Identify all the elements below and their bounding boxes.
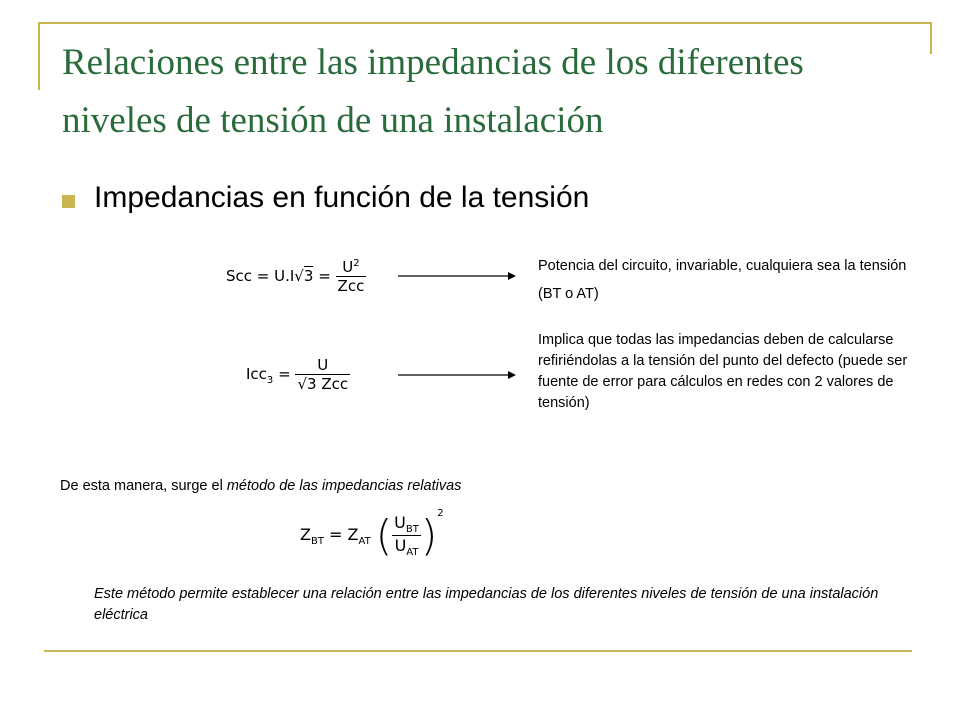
intro-line: [60, 478, 461, 494]
sqrt-symbol: √: [294, 267, 304, 285]
bullet-square-icon: [62, 195, 75, 208]
formula-scc-num: U: [342, 258, 354, 276]
formula-zbt-eq: =: [329, 525, 343, 544]
paren-left: (: [375, 511, 393, 560]
formula-zbt-num: U: [394, 512, 406, 532]
formula-scc-lhs: Scc = U.I: [226, 267, 295, 285]
note-power: Potencia del circuito, invariable, cualquiera sea la tensión (BT o AT): [538, 258, 907, 302]
note-impedances: Implica que todas las impedancias deben de calcularse refiriéndolas a la tensión del punto del defecto (puede ser fuente de error para cálculos en redes con 2 valores de tensión): [538, 332, 908, 411]
arrow-2: [398, 369, 518, 381]
formula-scc-sqrt: 3: [303, 267, 314, 285]
formula-icc-num: U: [317, 356, 329, 374]
formula-icc-lhs: Icc: [246, 365, 267, 383]
formula-zbt-num-sub: BT: [405, 524, 419, 535]
formula-icc-den: Zcc: [321, 375, 349, 393]
formula-icc-fraction: [295, 356, 350, 393]
sqrt-symbol-2: √: [297, 375, 307, 393]
formula-scc: [226, 258, 366, 295]
intro-prefix: De esta manera, surge el: [60, 478, 227, 494]
title-line-1: Relaciones entre las impedancias de los diferentes: [62, 42, 804, 83]
formula-zbt-rhs: Z: [347, 525, 359, 544]
formula-scc-den: Zcc: [337, 277, 365, 295]
paren-right: ): [420, 511, 438, 560]
formula-scc-fraction: [336, 258, 367, 295]
formula-scc-eq: =: [318, 267, 331, 285]
formula-icc-den-sqrt: 3: [307, 375, 317, 393]
bottom-rule: [44, 650, 912, 652]
formula-zbt-den: U: [394, 536, 407, 555]
conclusion-text: Este método permite establecer una relación entre las impedancias de los diferentes niveles de tensión de una instalación eléctrica: [94, 586, 879, 623]
formula-zbt-fraction: [392, 513, 421, 558]
arrow-1: [398, 270, 518, 282]
formula-zbt-den-sub: AT: [406, 547, 419, 559]
formula-zbt-exp: 2: [437, 508, 444, 519]
slide-title: [62, 34, 922, 150]
formula-zbt: [300, 508, 444, 560]
top-rule: [40, 22, 932, 24]
formula-icc-eq: =: [278, 365, 291, 383]
right-rule: [930, 22, 932, 54]
formula-zbt-lhs-sub: BT: [310, 536, 324, 548]
left-rule: [38, 22, 40, 90]
formula-zbt-lhs: Z: [300, 525, 311, 544]
formula-icc-sub: 3: [266, 375, 274, 386]
formula-scc-num-exp: 2: [353, 258, 360, 269]
formula-icc: [246, 356, 350, 393]
title-line-2: niveles de tensión de una instalación: [62, 100, 604, 141]
formula-zbt-rhs-sub: AT: [358, 536, 371, 548]
intro-method: método de las impedancias relativas: [226, 478, 462, 494]
bullet-heading: Impedancias en función de la tensión: [94, 181, 590, 214]
